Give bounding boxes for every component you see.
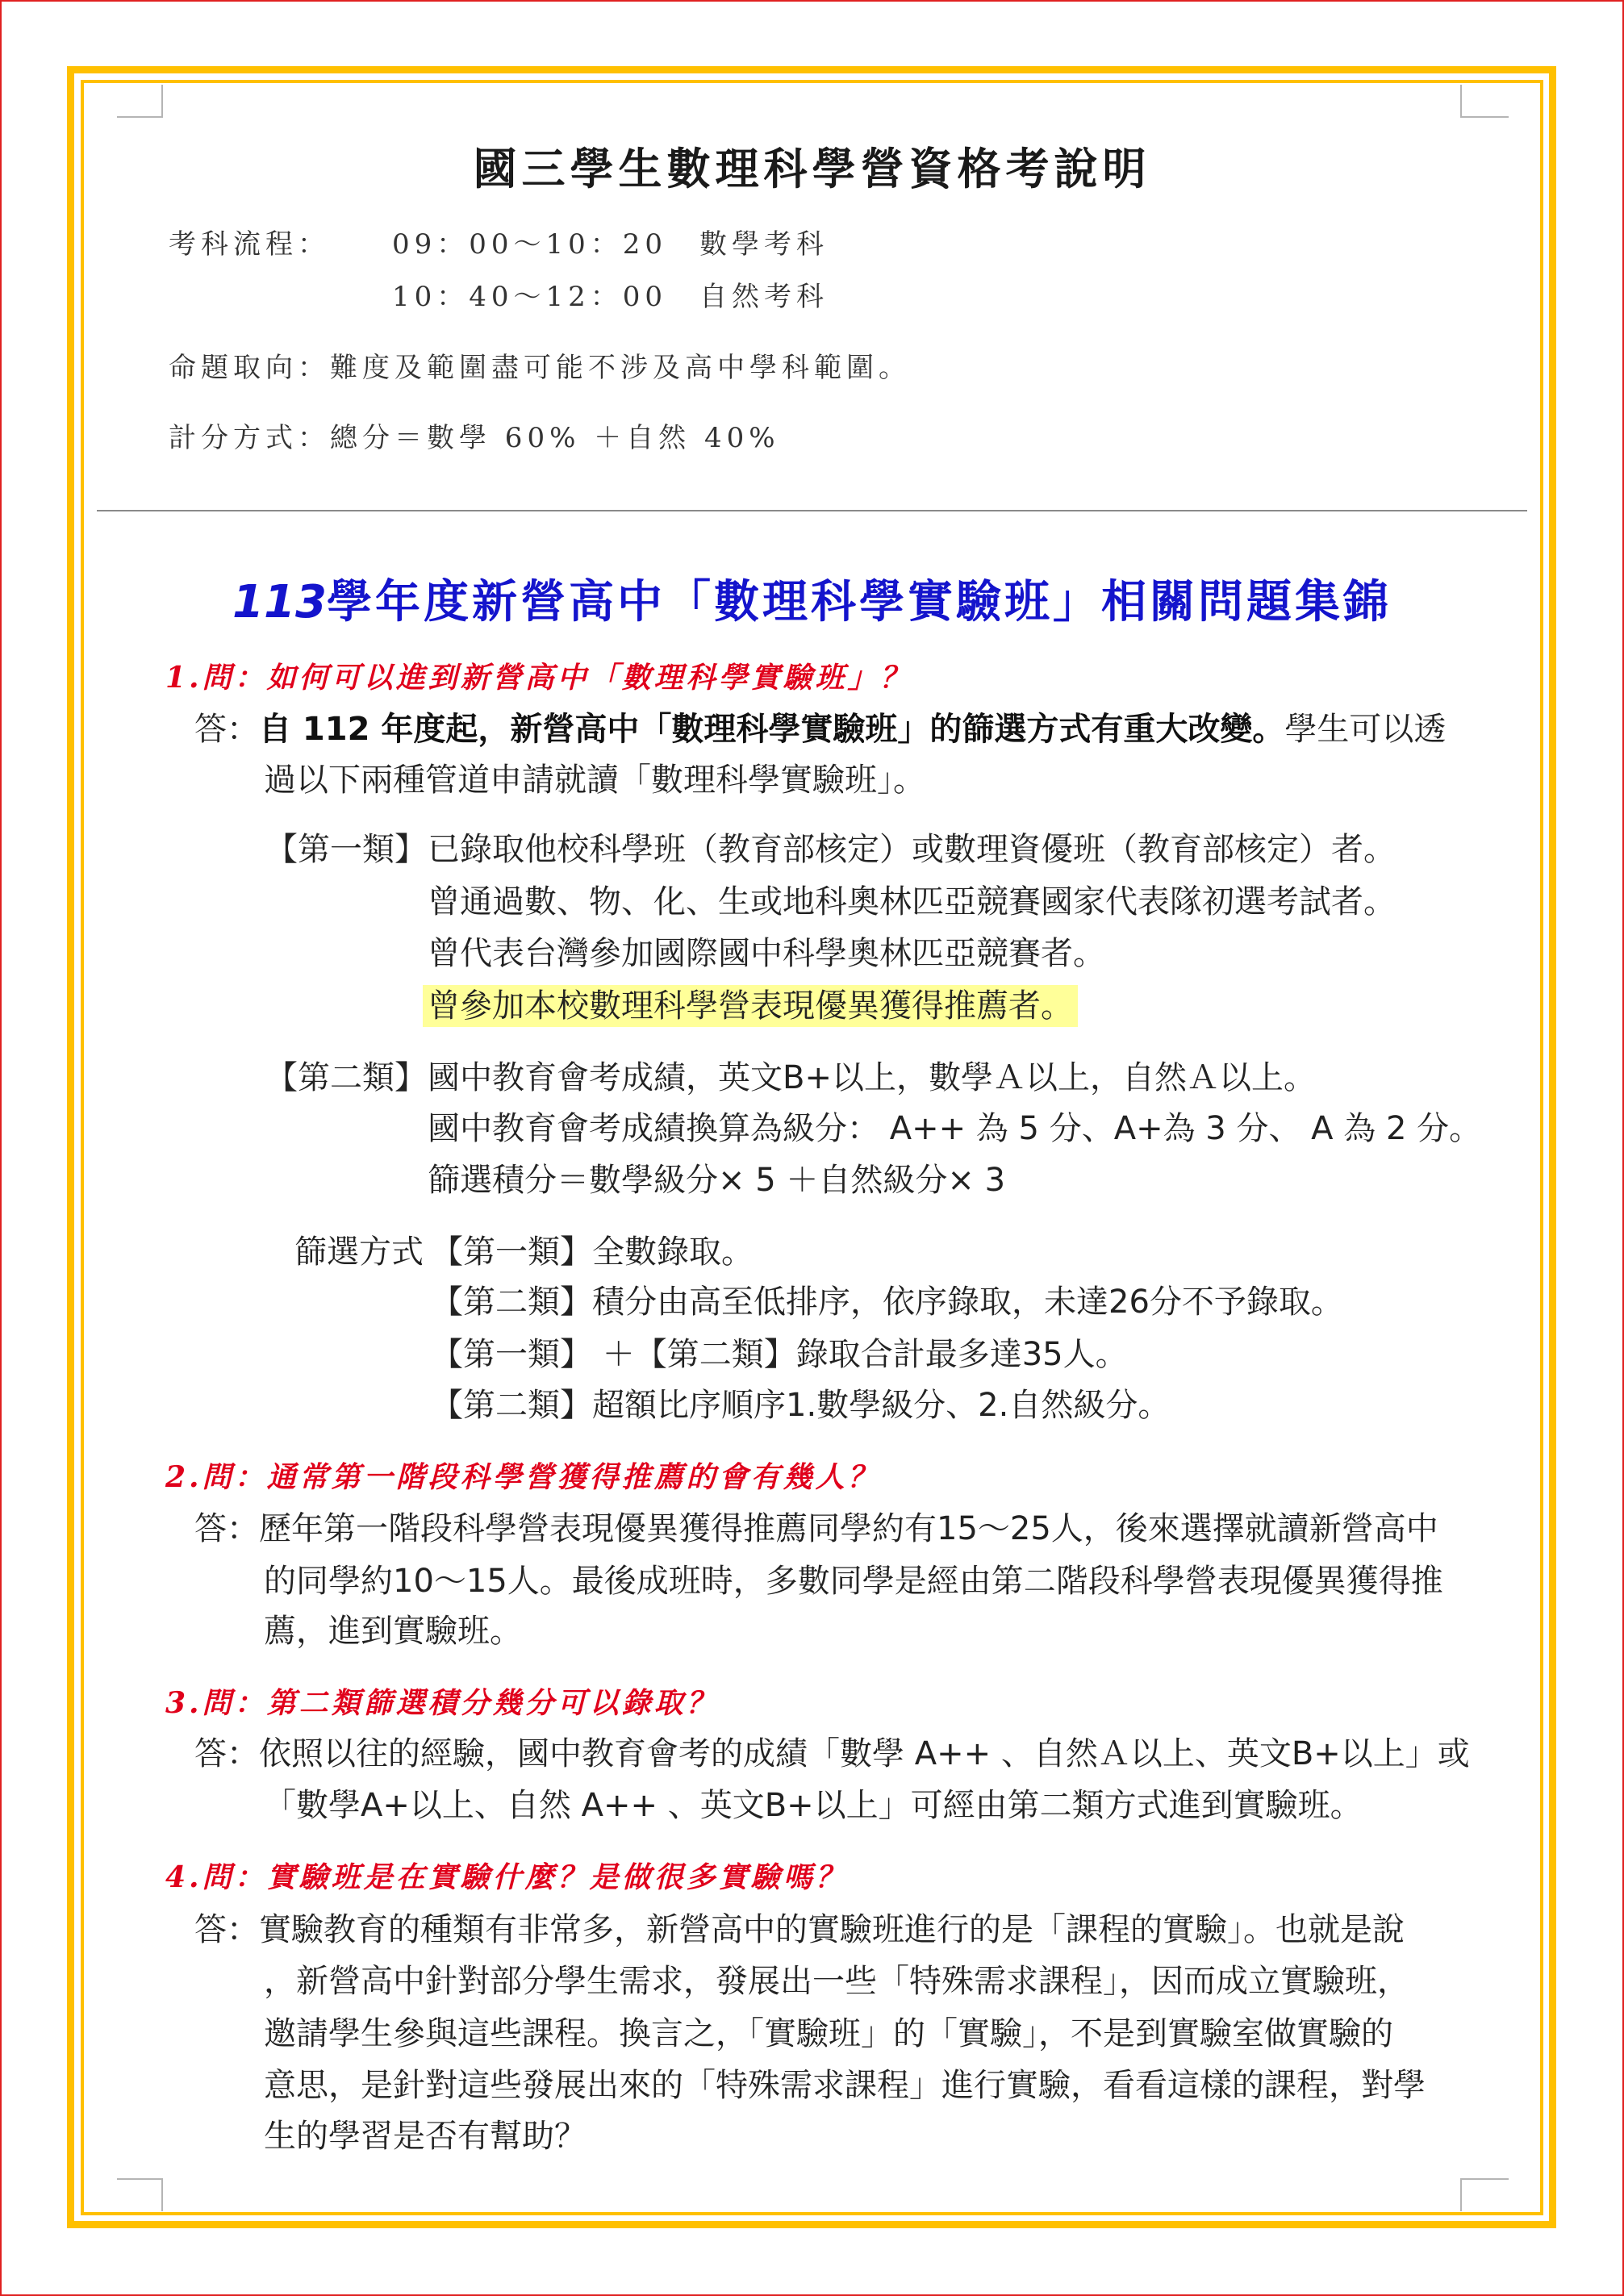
crop-mark-top-left bbox=[161, 85, 163, 117]
category-2-item: 篩選積分＝數學級分× 5 ＋自然級分× 3 bbox=[428, 1162, 1006, 1199]
answer-label: 答： bbox=[194, 1735, 259, 1772]
answer-4-text: 實驗教育的種類有非常多，新營高中的實驗班進行的是「課程的實驗」。也就是說 bbox=[259, 1911, 1405, 1948]
answer-2-text: 歷年第一階段科學營表現優異獲得推薦同學約有15～25人，後來選擇就讀新營高中 bbox=[259, 1510, 1438, 1547]
answer-2-line: 薦，進到實驗班。 bbox=[264, 1613, 522, 1650]
category-2-item: 國中教育會考成績換算為級分： A++ 為 5 分、A+為 3 分、 A 為 2 分。 bbox=[428, 1110, 1482, 1147]
screening-rule: 【第二類】積分由高至低排序，依序錄取，未達26分不予錄取。 bbox=[431, 1284, 1343, 1321]
category-1-item: 已錄取他校科學班（教育部核定）或數理資優班（教育部核定）者。 bbox=[428, 831, 1396, 868]
section-divider bbox=[97, 510, 1527, 511]
document-title: 國三學生數理科學營資格考說明 bbox=[473, 143, 1151, 194]
answer-4-line bbox=[194, 1907, 1405, 1952]
question-2: 2.問：通常第一階段科學營獲得推薦的會有幾人？ bbox=[165, 1460, 880, 1494]
answer-4-line: 生的學習是否有幫助？ bbox=[264, 2118, 587, 2155]
faq-title bbox=[0, 570, 1624, 634]
answer-4-line: ，新營高中針對部分學生需求，發展出一些「特殊需求課程」，因而成立實驗班， bbox=[264, 1963, 1409, 2000]
answer-3-line: 「數學A+以上、自然 A++ 、英文B+以上」可經由第二類方式進到實驗班。 bbox=[264, 1787, 1363, 1824]
category-2-item: 國中教育會考成績，英文B+以上，數學Ａ以上，自然Ａ以上。 bbox=[428, 1059, 1316, 1096]
answer-label: 答： bbox=[194, 711, 259, 748]
scoring-method: 計分方式：總分＝數學 60% ＋自然 40% bbox=[169, 422, 780, 454]
screening-label: 篩選方式 bbox=[294, 1234, 424, 1271]
answer-1-line: 過以下兩種管道申請就讀「數理科學實驗班」。 bbox=[264, 762, 925, 799]
faq-title-text: 學年度新營高中「數理科學實驗班」相關問題集錦 bbox=[326, 575, 1392, 628]
screening-rule: 【第一類】 ＋【第二類】錄取合計最多達35人。 bbox=[431, 1336, 1128, 1373]
answer-2-line bbox=[194, 1506, 1438, 1551]
category-1-item-highlighted: 曾參加本校數理科學營表現優異獲得推薦者。 bbox=[423, 985, 1078, 1027]
crop-mark-bottom-left bbox=[161, 2178, 163, 2211]
answer-2-line: 的同學約10～15人。最後成班時，多數同學是經由第二階段科學營表現優異獲得推 bbox=[264, 1563, 1443, 1600]
crop-mark-bottom-right bbox=[1460, 2178, 1509, 2180]
screening-rule: 【第二類】超額比序順序1.數學級分、2.自然級分。 bbox=[431, 1387, 1171, 1424]
crop-mark-bottom-left bbox=[117, 2178, 163, 2180]
answer-1-line bbox=[194, 707, 1446, 752]
schedule-math: 09：00～10：20 數學考科 bbox=[392, 228, 829, 261]
category-1-item: 曾通過數、物、化、生或地科奧林匹亞競賽國家代表隊初選考試者。 bbox=[428, 883, 1396, 920]
answer-3-text: 依照以往的經驗，國中教育會考的成績「數學 A++ 、自然Ａ以上、英文B+以上」或 bbox=[259, 1735, 1470, 1772]
category-1-item: 曾代表台灣參加國際國中科學奧林匹亞競賽者。 bbox=[428, 935, 1105, 972]
schedule-label: 考科流程： bbox=[169, 228, 330, 261]
answer-4-line: 邀請學生參與這些課程。換言之，「實驗班」的「實驗」，不是到實驗室做實驗的 bbox=[264, 2015, 1393, 2052]
category-1-label: 【第一類】 bbox=[265, 831, 427, 868]
answer-label: 答： bbox=[194, 1911, 259, 1948]
category-2-label: 【第二類】 bbox=[265, 1059, 427, 1096]
answer-1-emphasis: 自 112 年度起，新營高中「數理科學實驗班」的篩選方式有重大改變。 bbox=[259, 711, 1285, 748]
faq-title-year: 113 bbox=[232, 576, 327, 628]
crop-mark-top-right bbox=[1460, 85, 1462, 117]
answer-3-line bbox=[194, 1731, 1470, 1776]
crop-mark-top-right bbox=[1460, 116, 1509, 118]
question-1: 1.問：如何可以進到新營高中「數理科學實驗班」？ bbox=[165, 661, 912, 695]
question-3: 3.問：第二類篩選積分幾分可以錄取？ bbox=[165, 1686, 719, 1720]
answer-4-line: 意思，是針對這些發展出來的「特殊需求課程」進行實驗，看看這樣的課程，對學 bbox=[264, 2067, 1426, 2104]
answer-1-text: 學生可以透 bbox=[1284, 711, 1447, 748]
question-4: 4.問：實驗班是在實驗什麼？是做很多實驗嗎？ bbox=[165, 1860, 848, 1894]
question-scope: 命題取向：難度及範圍盡可能不涉及高中學科範圍。 bbox=[169, 352, 911, 384]
crop-mark-bottom-right bbox=[1460, 2178, 1462, 2211]
answer-label: 答： bbox=[194, 1510, 259, 1547]
crop-mark-top-left bbox=[117, 116, 163, 118]
screening-rule: 【第一類】全數錄取。 bbox=[431, 1234, 754, 1271]
schedule-science: 10：40～12：00 自然考科 bbox=[392, 281, 829, 313]
